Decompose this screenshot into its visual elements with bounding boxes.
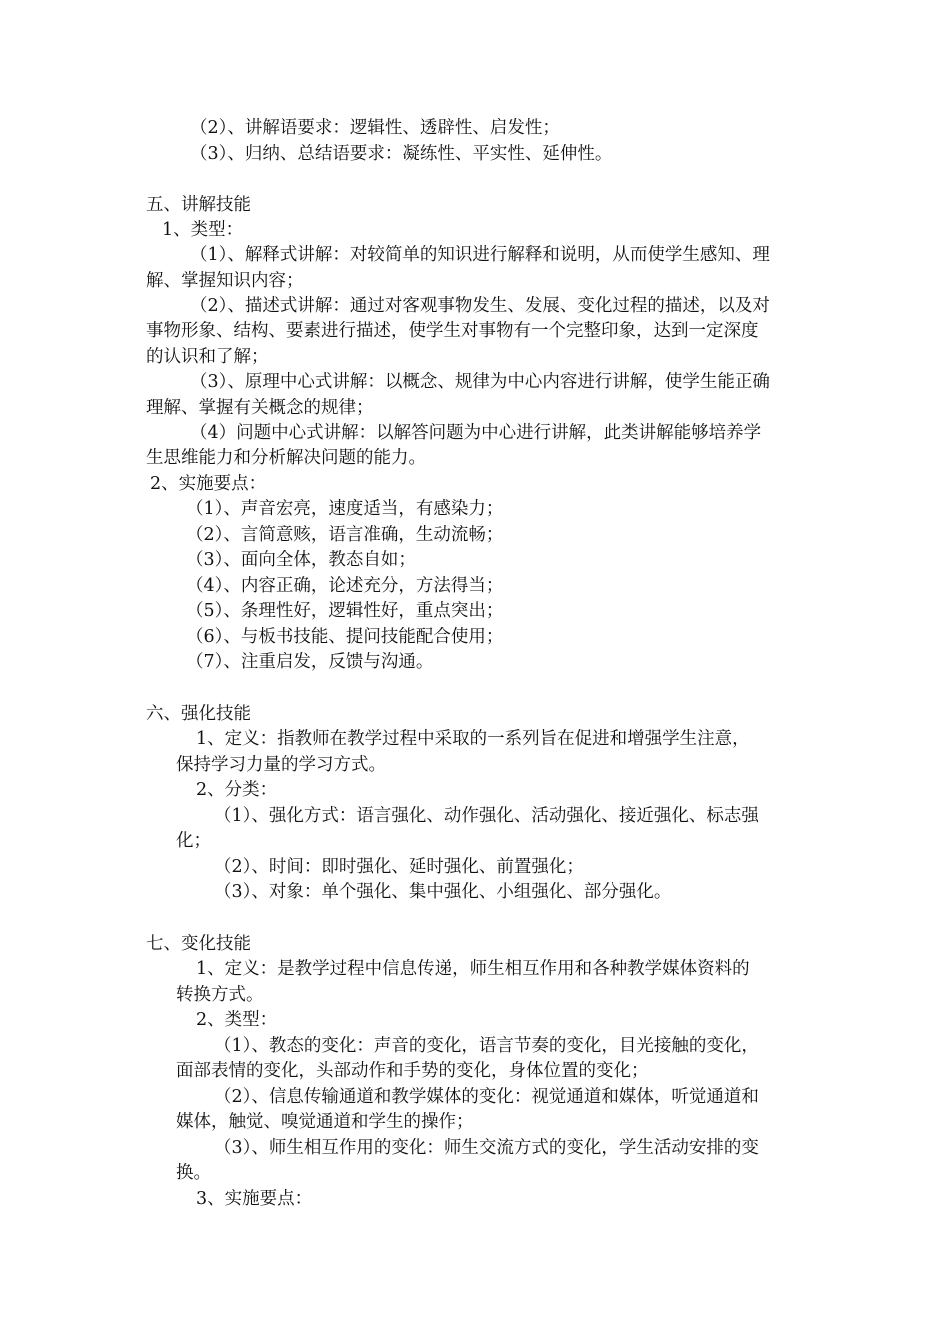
text-line: 的认识和了解； bbox=[146, 347, 269, 367]
list-item: （3）、面向全体，教态自如； bbox=[186, 550, 416, 570]
text-line: 换。 bbox=[176, 1163, 211, 1183]
list-item: （4）、内容正确，论述充分，方法得当； bbox=[186, 576, 504, 596]
list-item: （1）、声音宏亮，速度适当，有感染力； bbox=[186, 499, 504, 519]
list-item: （6）、与板书技能、提问技能配合使用； bbox=[186, 627, 504, 647]
subheading: 2、实施要点： bbox=[150, 474, 267, 494]
subheading: 2、分类： bbox=[196, 780, 278, 800]
text-line: （3）、原理中心式讲解：以概念、规律为中心内容进行讲解，使学生能正确 bbox=[190, 372, 770, 392]
section-heading: 六、强化技能 bbox=[146, 704, 251, 724]
text-line: 转换方式。 bbox=[176, 985, 264, 1005]
subheading: 3、实施要点： bbox=[196, 1189, 313, 1209]
text-line: （1）、强化方式：语言强化、动作强化、活动强化、接近强化、标志强 bbox=[214, 806, 759, 826]
text-line: （3）、对象：单个强化、集中强化、小组强化、部分强化。 bbox=[214, 882, 672, 902]
text-line: 媒体，触觉、嗅觉通道和学生的操作； bbox=[176, 1112, 474, 1132]
text-line: （4）问题中心式讲解：以解答问题为中心进行讲解，此类讲解能够培养学 bbox=[190, 423, 762, 443]
text-line: 化； bbox=[176, 831, 211, 851]
text-line: （3）、师生相互作用的变化：师生交流方式的变化，学生活动安排的变 bbox=[214, 1138, 759, 1158]
text-line: （2）、描述式讲解：通过对客观事物发生、发展、变化过程的描述，以及对 bbox=[190, 296, 770, 316]
text-line: （1）、教态的变化：声音的变化，语言节奏的变化，目光接触的变化， bbox=[214, 1036, 759, 1056]
list-item: （2）、言简意赅，语言准确，生动流畅； bbox=[186, 525, 504, 545]
text-line: （2）、时间：即时强化、延时强化、前置强化； bbox=[214, 857, 584, 877]
section-heading: 七、变化技能 bbox=[146, 934, 251, 954]
text-line: （2）、讲解语要求：逻辑性、透辟性、启发性； bbox=[190, 118, 560, 138]
text-line: （1）、解释式讲解：对较简单的知识进行解释和说明，从而使学生感知、理 bbox=[190, 245, 770, 265]
text-line: 事物形象、结构、要素进行描述，使学生对事物有一个完整印象，达到一定深度 bbox=[146, 321, 759, 341]
section-heading: 五、讲解技能 bbox=[146, 195, 251, 215]
text-line: （2）、信息传输通道和教学媒体的变化：视觉通道和媒体，听觉通道和 bbox=[214, 1087, 759, 1107]
text-line: 生思维能力和分析解决问题的能力。 bbox=[146, 448, 426, 468]
list-item: （7）、注重启发，反馈与沟通。 bbox=[186, 652, 434, 672]
subheading: 1、类型： bbox=[162, 220, 244, 240]
text-line: 1、定义：是教学过程中信息传递，师生相互作用和各种教学媒体资料的 bbox=[196, 959, 750, 979]
text-line: 保持学习力量的学习方式。 bbox=[176, 755, 386, 775]
text-line: 解、掌握知识内容； bbox=[146, 271, 304, 291]
text-line: （3）、归纳、总结语要求：凝练性、平实性、延伸性。 bbox=[190, 144, 613, 164]
subheading: 2、类型： bbox=[196, 1010, 278, 1030]
text-line: 面部表情的变化，头部动作和手势的变化，身体位置的变化； bbox=[176, 1061, 649, 1081]
list-item: （5）、条理性好，逻辑性好，重点突出； bbox=[186, 601, 504, 621]
text-line: 理解、掌握有关概念的规律； bbox=[146, 398, 374, 418]
text-line: 1、定义：指教师在教学过程中采取的一系列旨在促进和增强学生注意， bbox=[196, 729, 750, 749]
